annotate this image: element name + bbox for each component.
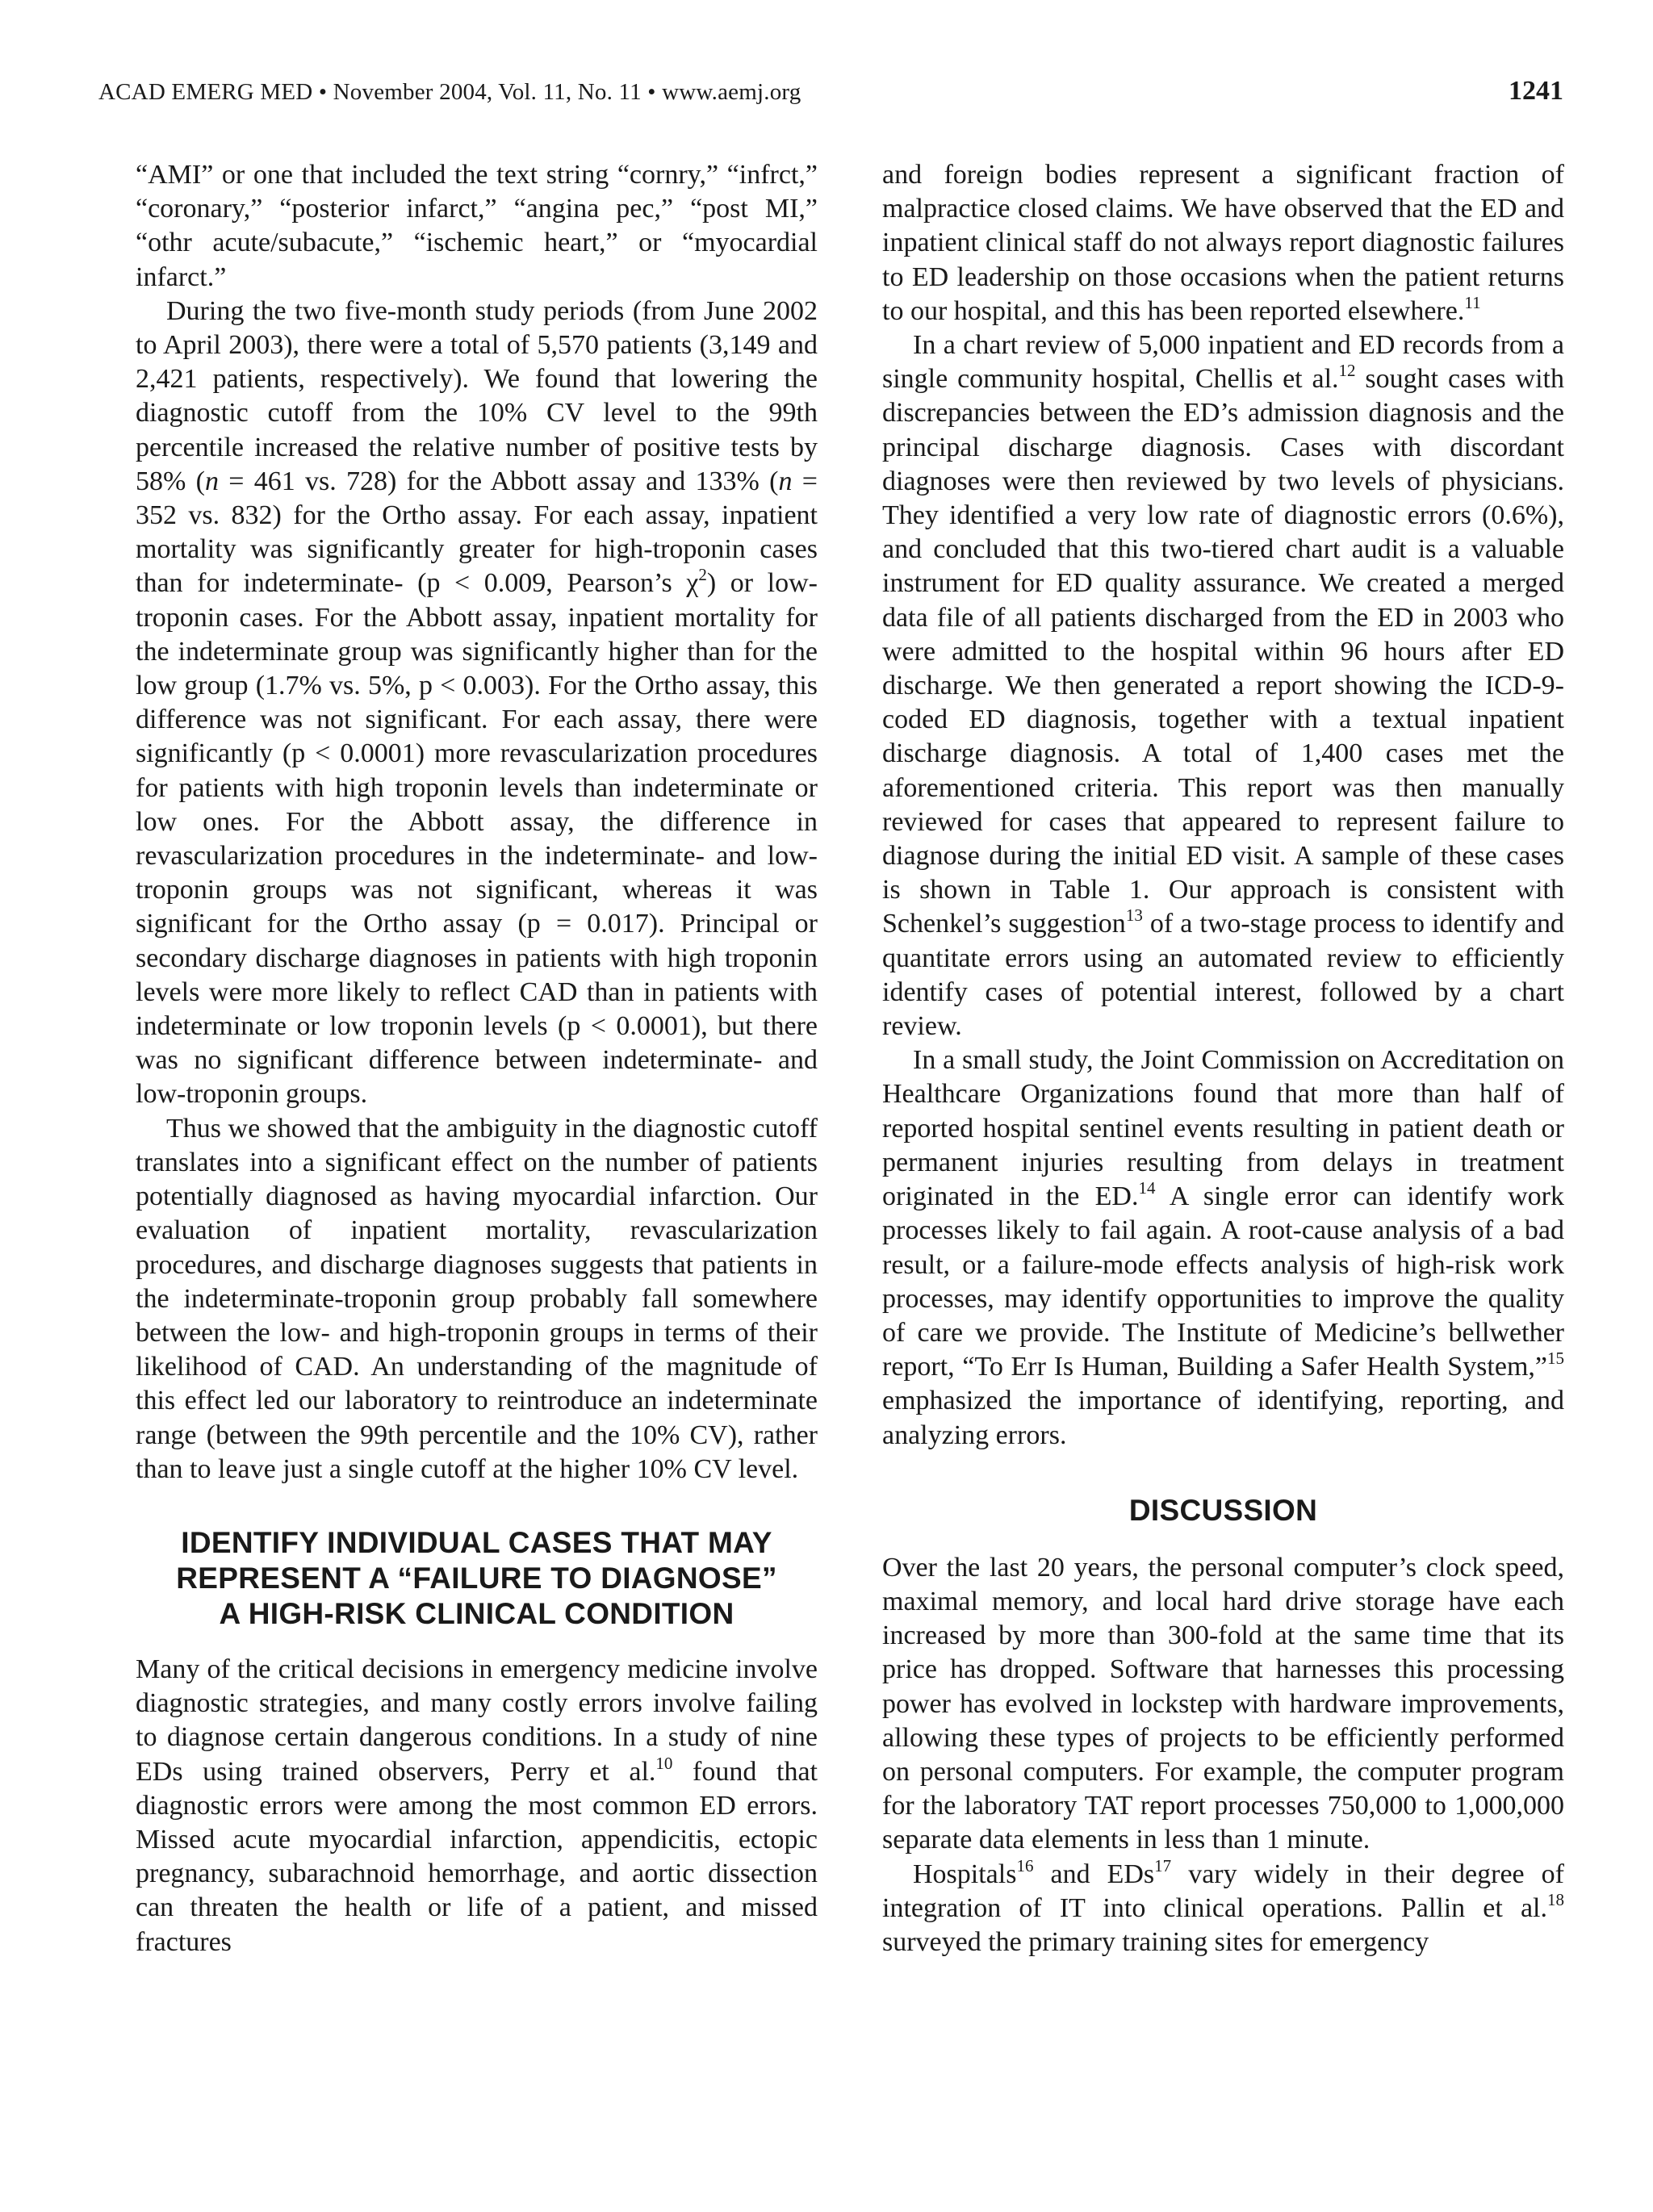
- paragraph-it-integration: Hospitals$^{16}$ and EDs$^{17}$ vary widely in their degree of integration of IT into clinical operations. Pallin et al.$^{18}$ surveyed the primary training sites for emergency: [882, 1855, 1564, 1957]
- running-header: [98, 76, 1563, 119]
- reference-10: 10: [655, 1753, 673, 1773]
- paragraph-malpractice: and foreign bodies represent a significant fraction of malpractice closed claims. We have observed that the ED and inpatient clinical staff do not always report diagnostic failures to ED leadership on those occasions when the patient returns to our hospital, and this has been reported elsewhere.$^{11}$: [882, 160, 1564, 326]
- reference-17: 17: [1154, 1855, 1172, 1875]
- reference-13: 13: [1125, 905, 1143, 926]
- reference-18: 18: [1547, 1889, 1564, 1909]
- reference-11: 11: [1464, 292, 1481, 312]
- left-column: [136, 158, 818, 1959]
- right-column: [882, 158, 1564, 1959]
- paragraph-ambiguity-conclusion: Thus we showed that the ambiguity in the diagnostic cutoff translates into a significant effect on the number of patients potentially diagnosed as having myocardial infarction. Our evaluation of inpatient mortality, revascularization procedures, and discharge diagnoses suggests that patients in the indeterminate-troponin group probably fall somewhere between the low- and high-troponin groups in terms of their likelihood of CAD. An understanding of the magnitude of this effect led our laboratory to reintroduce an indeterminate range (between the 99th percentile and the 10% CV), rather than to leave just a single cutoff at the higher 10% CV level.: [136, 1113, 818, 1484]
- paragraph-study-results: During the two five-month study periods (from June 2002 to April 2003), there were a total of 5,570 patients (3,149 and 2,421 patients, respectively). We found that lowering the diagnostic cutoff from the 10% CV level to the 99th percentile increased the relative number of positive tests by 58% (n = 461 vs. 728) for the Abbott assay and 133% (n = 352 vs. 832) for the Ortho assay. For each assay, inpatient mortality was significantly greater for high-troponin cases than for indeterminate- (p < 0.009, Pearson’s $\chi^2$) or low-troponin cases. For the Abbott assay, inpatient mortality for the indeterminate group was significantly higher than for the low group (1.7% vs. 5%, p < 0.003). For the Ortho assay, this difference was not significant. For each assay, there were significantly (p < 0.0001) more revascularization procedures for patients with high troponin levels than indeterminate or low ones. For the Abbott assay, the difference in revascularization procedures in the indeterminate- and low-troponin groups was not significant, whereas it was significant for the Ortho assay (p = 0.017). Principal or secondary discharge diagnoses in patients with high troponin levels were more likely to reflect CAD than in patients with indeterminate or low troponin levels (p < 0.0001), but there was no significant difference between indeterminate- and low-troponin groups.: [136, 295, 818, 1110]
- paragraph-search-terms: “AMI” or one that included the text string “cornry,” “infrct,” “coronary,” “posterior infarct,” “angina pec,” “post MI,” “othr acute/subacute,” “ischemic heart,” or “myocardial infarct.”: [136, 160, 818, 292]
- paragraph-diagnostic-errors: Many of the critical decisions in emergency medicine involve diagnostic strategies, and many costly errors involve failing to diagnose certain dangerous conditions. In a study of nine EDs using trained observers, Perry et al.$^{10}$ found that diagnostic errors were among the most common ED errors. Missed acute myocardial infarction, appendicitis, ectopic pregnancy, subarachnoid hemorrhage, and aortic dissection can threaten the health or life of a patient, and missed fractures: [136, 1654, 818, 1957]
- paragraph-chart-review: In a chart review of 5,000 inpatient and ED records from a single community hospital, Chellis et al.$^{12}$ sought cases with discrepancies between the ED’s admission diagnosis and the principal discharge diagnosis. Cases with discordant diagnoses were then reviewed by two levels of physicians. They identified a very low rate of diagnostic errors (0.6%), and concluded that this two-tiered chart audit is a valuable instrument for ED quality assurance. We created a merged data file of all patients discharged from the ED in 2003 who were admitted to the hospital within 96 hours after ED discharge. We then generated a report showing the ICD-9-coded ED diagnosis, together with a textual inpatient discharge diagnosis. A total of 1,400 cases met the aforementioned criteria. This report was then manually reviewed for cases that appeared to represent failure to diagnose during the initial ED visit. A sample of these cases is shown in Table 1. Our approach is consistent with Schenkel’s suggestion$^{13}$ of a two-stage process to identify and quantitate errors using an automated review to efficiently identify cases of potential interest, followed by a chart review.: [882, 330, 1565, 1042]
- section-heading-discussion: DISCUSSION: [1128, 1493, 1318, 1527]
- reference-16: 16: [1016, 1855, 1034, 1875]
- reference-15: 15: [1547, 1349, 1564, 1369]
- paragraph-computing-power: Over the last 20 years, the personal computer’s clock speed, maximal memory, and local hard drive storage have each increased by more than 300-fold at the same time that its price has dropped. Software that harnesses this processing power has evolved in lockstep with hardware improvements, allowing these types of projects to be efficiently performed on personal computers. For example, the computer program for the laboratory TAT report processes 750,000 to 1,000,000 separate data elements in less than 1 minute.: [882, 1552, 1564, 1855]
- reference-14: 14: [1138, 1178, 1156, 1198]
- page-number: 1241: [1509, 76, 1563, 106]
- paragraph-joint-commission: In a small study, the Joint Commission on Accreditation on Healthcare Organizations found that more than half of reported hospital sentinel events resulting in patient death or permanent injuries resulting from delays in treatment originated in the ED.$^{14}$ A single error can identify work processes likely to fail again. A root-cause analysis of a bad result, or a failure-mode effects analysis of high-risk work processes, may identify opportunities to improve the quality of care we provide. The Institute of Medicine’s bellwether report, “To Err Is Human, Building a Safer Health System,”$^{15}$ emphasized the importance of identifying, reporting, and analyzing errors.: [882, 1045, 1564, 1450]
- reference-12: 12: [1338, 361, 1356, 381]
- journal-running-head: ACAD EMERG MED • November 2004, Vol. 11, No. 11 • www.aemj.org: [98, 79, 801, 105]
- section-heading-failure-to-diagnose: IDENTIFY INDIVIDUAL CASES THAT MAY REPRESENT A “FAILURE TO DIAGNOSE” A HIGH-RISK CLINICAL CONDITION: [176, 1525, 777, 1630]
